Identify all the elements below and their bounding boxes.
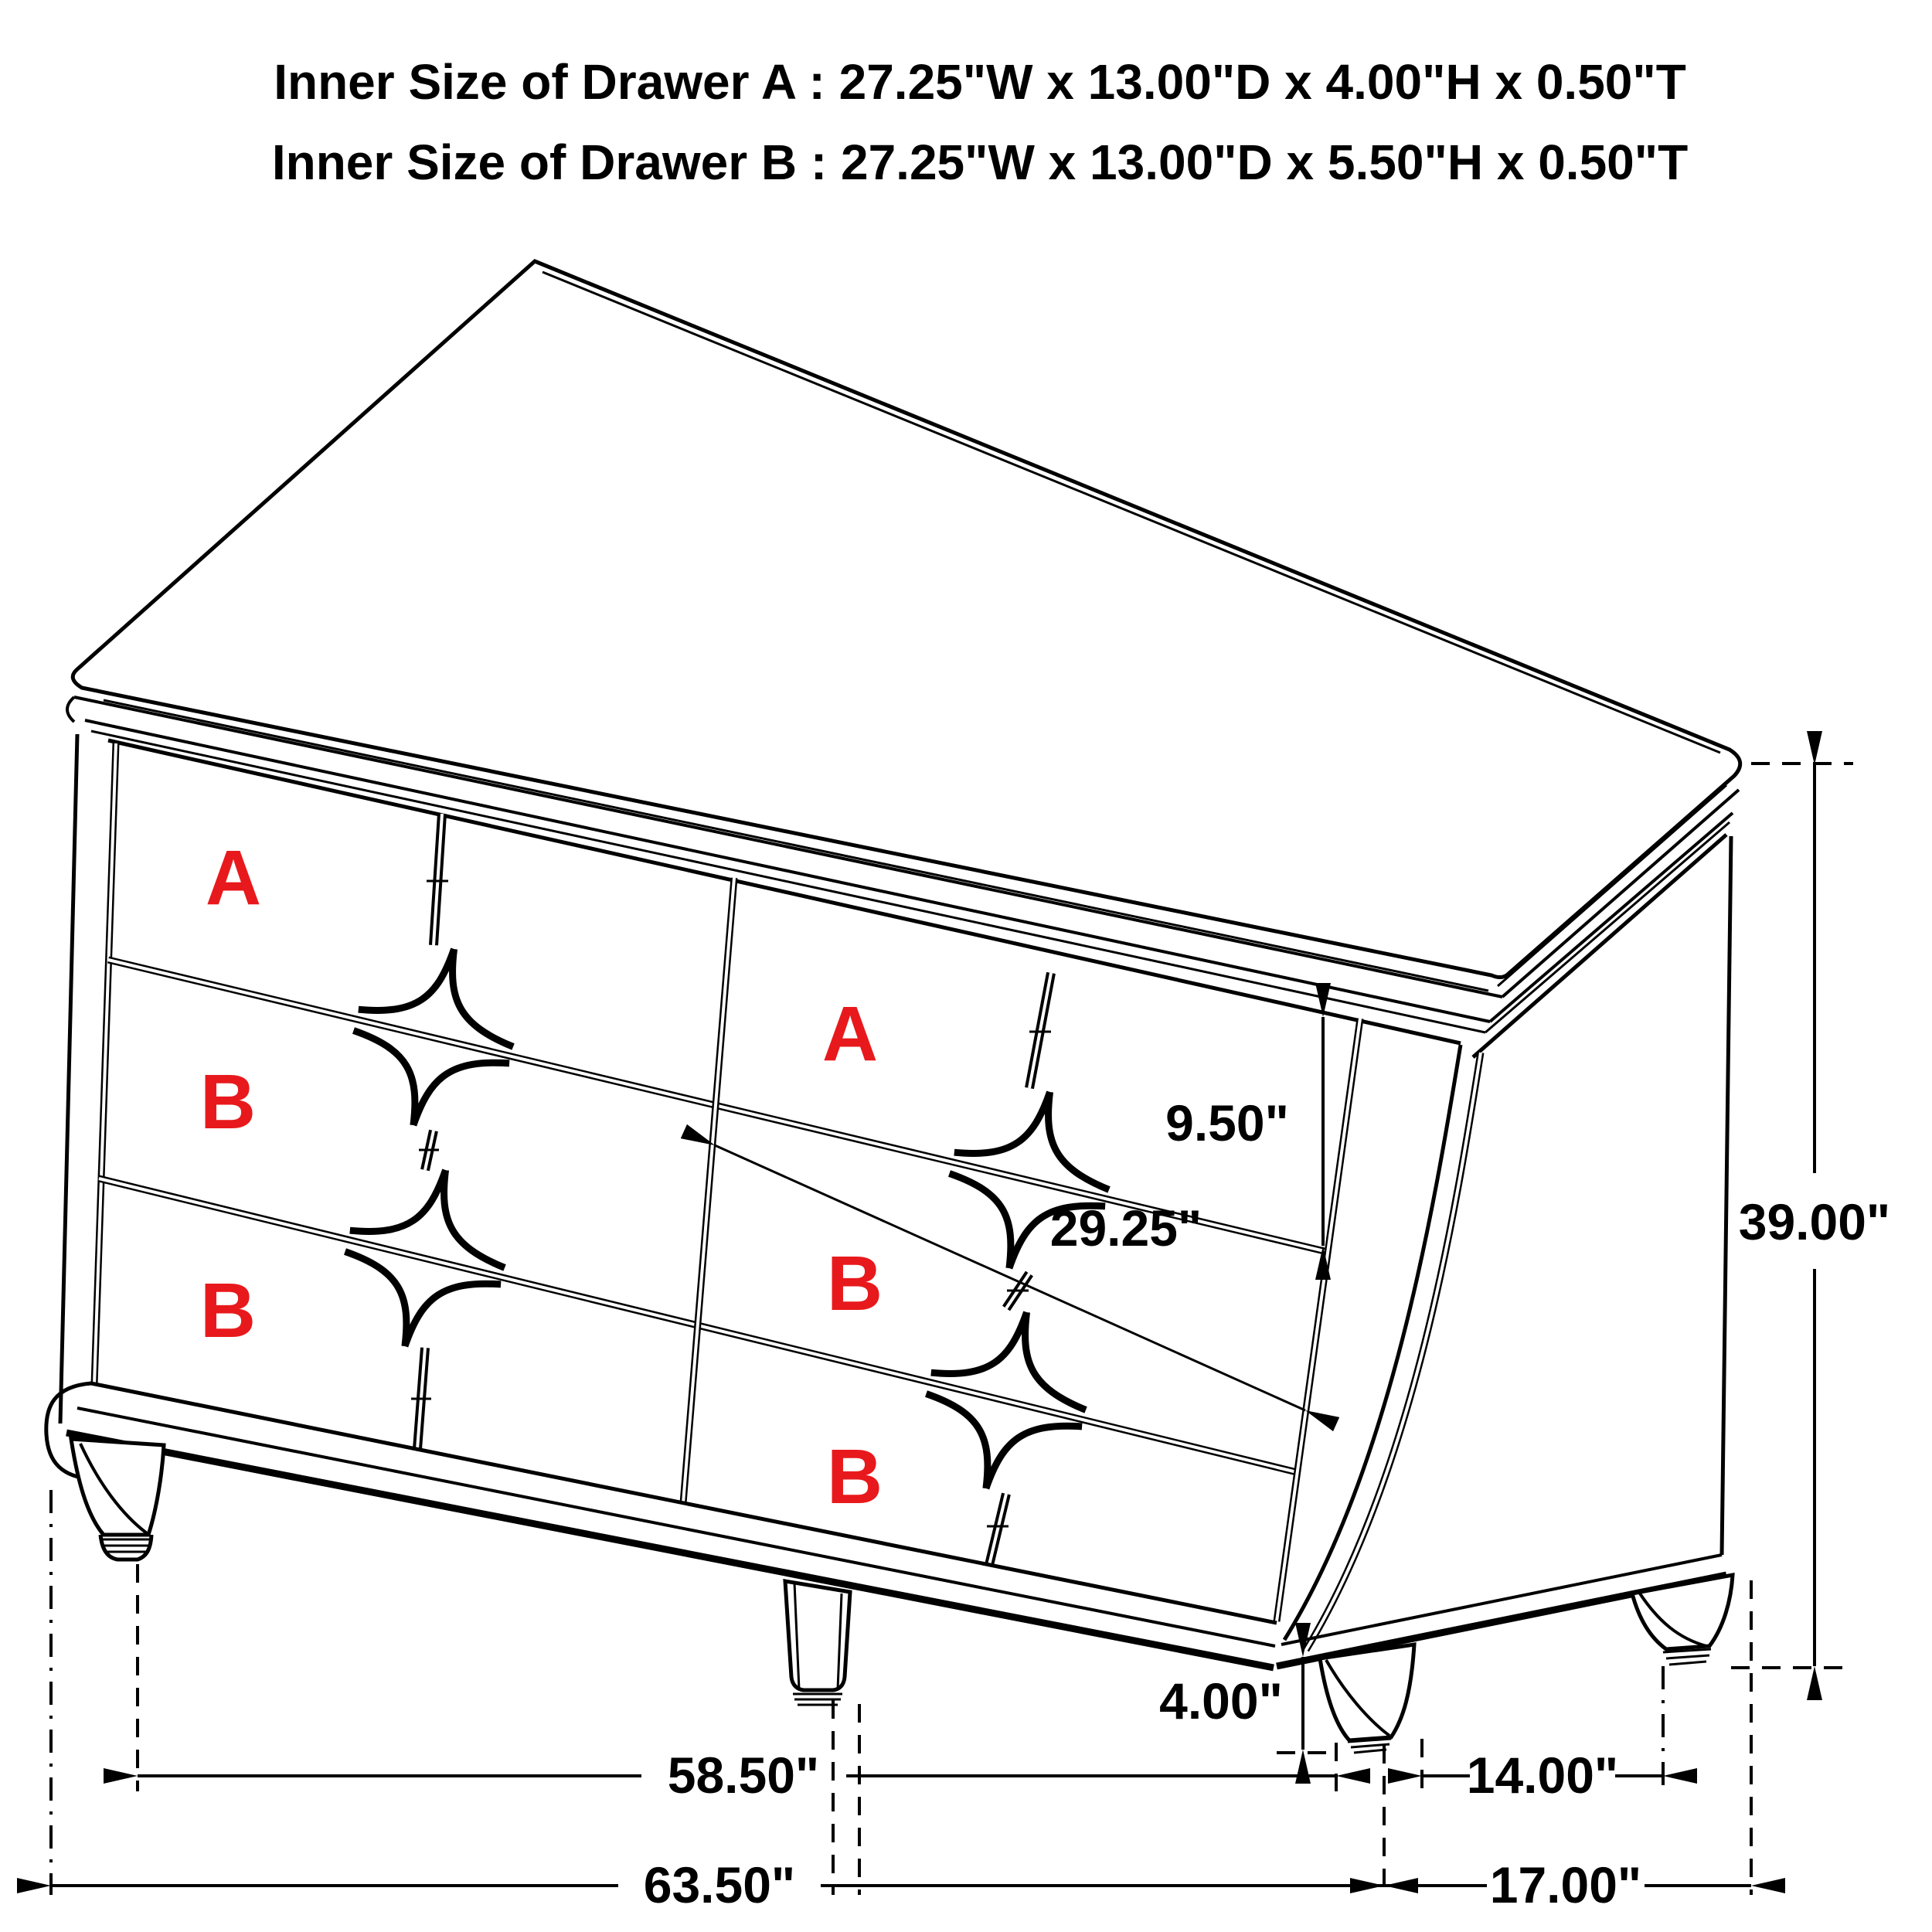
top-molding-line-3 (91, 731, 1485, 1032)
top-molding-left-cap (67, 697, 74, 722)
side-panel-top-edge (1473, 835, 1726, 1057)
top-molding-right-3 (1485, 822, 1730, 1032)
dimension-leg-height (1159, 1657, 1303, 1750)
dimension-label-39-00: 39.00" (1738, 1193, 1891, 1250)
header-line-drawer-a: Inner Size of Drawer A : 27.25"W x 13.00"D x 4.00"H x 0.50"T (274, 54, 1686, 110)
left-stile-edge-highlight (94, 743, 116, 1385)
drawer-label-a-left: A (205, 835, 262, 921)
foot-rings (793, 1694, 842, 1705)
side-front-corner-inner-highlight (1306, 1053, 1481, 1650)
top-molding-right-2 (1490, 813, 1733, 1022)
dimension-label-17-00: 17.00" (1489, 1856, 1642, 1913)
foot-rings (1663, 1649, 1711, 1665)
extension-lines (51, 764, 1853, 1895)
top-panel-inner-right-edge (1498, 785, 1726, 986)
dimension-total-depth (1384, 1856, 1751, 1913)
front-right-leg (1320, 1645, 1414, 1753)
dimension-label-63-50: 63.50" (643, 1856, 796, 1913)
dimension-label-29-25: 29.25" (1049, 1199, 1202, 1257)
drawer-label-a-right: A (821, 991, 879, 1077)
front-center-leg (785, 1581, 850, 1705)
rail-top-line (91, 1383, 1277, 1623)
drawer-label-b-left-bottom: B (199, 1267, 257, 1354)
dimension-label-14-00: 14.00" (1466, 1747, 1619, 1804)
dimension-label-9-50: 9.50" (1165, 1094, 1289, 1151)
drawer-label-b-right-bottom: B (826, 1434, 883, 1520)
dimension-label-4-00: 4.00" (1159, 1672, 1283, 1730)
drawer-label-b-right-middle: B (826, 1240, 883, 1327)
drawer-bank-right-edge-highlight (1277, 1019, 1360, 1621)
ornament-spine-left (411, 814, 448, 1449)
drawer-labels (200, 835, 883, 1520)
top-molding-line-1 (74, 697, 1502, 997)
front-left-leg (71, 1439, 164, 1560)
header-line-drawer-b: Inner Size of Drawer B : 27.25"W x 13.00"D x 5.50"H x 0.50"T (271, 134, 1689, 190)
rail-bottom-line (66, 1433, 1274, 1668)
side-front-corner-inner (1306, 1053, 1481, 1650)
top-panel-outline (73, 261, 1740, 978)
dimension-front-leg-span (138, 1747, 1336, 1804)
foot-rings (100, 1539, 151, 1552)
front-base-rail (46, 1383, 1277, 1668)
dimension-side-leg-span (1422, 1747, 1663, 1804)
top-molding-line-2 (85, 720, 1490, 1022)
dimension-total-width (51, 1856, 1384, 1913)
ornament-spine-right (987, 973, 1051, 1565)
dimension-total-height (1739, 765, 1890, 1666)
top-panel-inner-front-edge (104, 700, 1488, 991)
top-panel-inner-back-edge (543, 272, 1720, 753)
dimension-label-58-50: 58.50" (667, 1747, 820, 1804)
top-panel (67, 261, 1740, 1057)
left-outer-edge (60, 734, 77, 1423)
side-front-corner-outer (1284, 1045, 1461, 1640)
top-molding-right-1 (1502, 790, 1739, 997)
header (272, 54, 1688, 190)
side-panel-back-edge (1722, 836, 1731, 1555)
drawer-label-b-left-middle: B (199, 1059, 257, 1145)
center-divider-highlight (683, 878, 734, 1503)
dimension-drawer-width (715, 1145, 1305, 1410)
top-molding-bottom (108, 740, 1461, 1043)
rail-mid-line (77, 1408, 1275, 1646)
